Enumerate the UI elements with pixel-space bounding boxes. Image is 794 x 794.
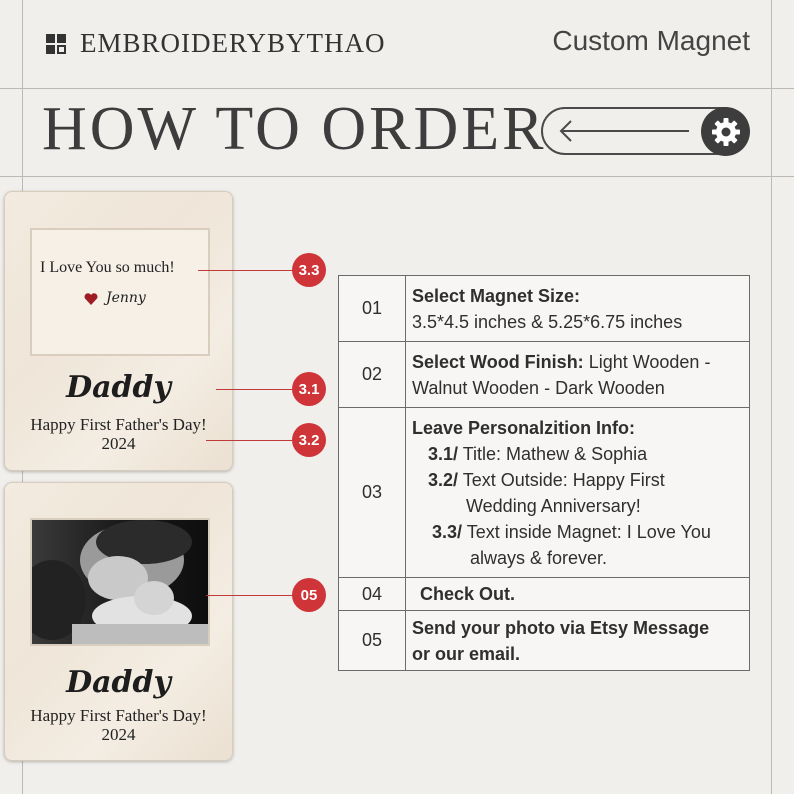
gear-icon (711, 117, 741, 147)
photo-window (30, 518, 210, 646)
sub-step-label: 3.2/ (428, 469, 459, 490)
page-title: HOW TO ORDER (42, 95, 547, 163)
callout-line (216, 389, 294, 390)
sub-step-3-3 (412, 519, 743, 545)
brand (46, 28, 386, 59)
inside-name: Jenny (106, 290, 146, 306)
sub-step-text: Title: Mathew & Sophia (458, 443, 648, 464)
grid-line (771, 0, 772, 794)
sub-step-3-1 (412, 441, 743, 467)
sub-step-text: Text Outside: Happy First (458, 469, 665, 490)
step-text: 3.5*4.5 inches & 5.25*6.75 inches (412, 311, 683, 332)
inside-text: I Love You so much! (40, 259, 175, 276)
card-title: Daddy (66, 665, 171, 700)
card-year: 2024 (101, 725, 136, 744)
table-row (339, 611, 750, 671)
callout-badge-3-3: 3.3 (292, 253, 326, 287)
step-number: 04 (339, 578, 406, 611)
step-description (406, 611, 750, 671)
callout-badge-05: 05 (292, 578, 326, 612)
sub-step-3-3-cont: always & forever. (470, 547, 608, 568)
step-number: 01 (339, 276, 406, 342)
step-heading: Check Out. (420, 584, 516, 604)
sub-step-label: 3.3/ (432, 521, 463, 542)
table-row (339, 342, 750, 408)
table-row (339, 578, 750, 611)
callout-badge-3-1: 3.1 (292, 372, 326, 406)
card-subtitle: Happy First Father's Day! (30, 706, 207, 725)
callout-badge-3-2: 3.2 (292, 423, 326, 457)
sub-step-label: 3.1/ (428, 443, 459, 464)
step-description (406, 408, 750, 578)
step-heading: Select Magnet Size: (412, 285, 581, 306)
callout-line (206, 440, 294, 441)
brand-logo-icon (46, 34, 66, 54)
step-text: Light Wooden - Walnut Wooden - Dark Wooden (412, 351, 711, 398)
table-row (339, 408, 750, 578)
grid-line (0, 88, 794, 89)
sub-step-text: Text inside Magnet: I Love You (462, 521, 711, 542)
step-heading: Leave Personalzition Info: (412, 417, 636, 438)
grid-line (0, 176, 794, 177)
step-description (406, 342, 750, 408)
step-description (406, 578, 750, 611)
father-and-baby-photo (32, 520, 208, 644)
magnet-card-text (4, 191, 233, 471)
heart-icon (84, 293, 98, 305)
step-number: 02 (339, 342, 406, 408)
product-name: Custom Magnet (552, 25, 750, 56)
sub-step-3-2-cont: Wedding Anniversary! (466, 495, 641, 516)
order-steps-table (338, 275, 750, 671)
callout-line (198, 270, 294, 271)
settings-button[interactable] (701, 107, 750, 156)
step-number: 03 (339, 408, 406, 578)
callout-line (206, 595, 294, 596)
step-heading: Select Wood Finish: (412, 351, 584, 372)
magnet-card-photo (4, 482, 233, 761)
sub-step-3-2 (412, 467, 743, 493)
step-heading: Send your photo via Etsy Message or our email. (412, 617, 710, 664)
card-title: Daddy (66, 370, 171, 405)
step-number: 05 (339, 611, 406, 671)
arrow-left-icon (557, 109, 707, 153)
card-year: 2024 (101, 434, 136, 453)
table-row (339, 276, 750, 342)
brand-name: EMBROIDERYBYTHAO (80, 28, 386, 58)
card-subtitle: Happy First Father's Day! (30, 415, 207, 434)
magnet-window (30, 228, 210, 356)
step-description (406, 276, 750, 342)
